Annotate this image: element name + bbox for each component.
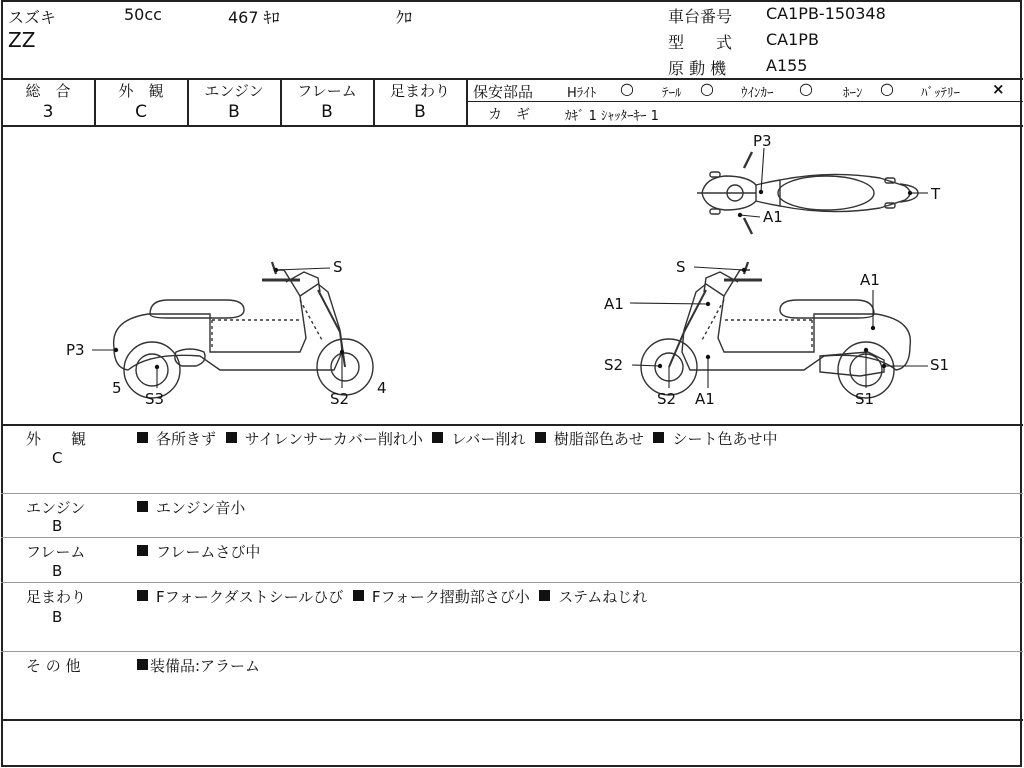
bullet-icon (137, 590, 148, 601)
color: ｸﾛ (396, 8, 413, 27)
label-top-p3: P3 (753, 132, 772, 150)
label-left-s: S (333, 258, 343, 276)
bullet-icon (137, 501, 148, 512)
label-top-a1: A1 (763, 208, 783, 226)
frame-grade: B (321, 102, 333, 122)
scooter-left-view (114, 262, 373, 398)
engine-grade: B (228, 102, 240, 122)
note-engine-items: エンジン音小 (137, 497, 245, 518)
bullet-icon (137, 545, 148, 556)
bullet-icon (137, 659, 148, 670)
battery-label: ﾊﾞｯﾃﾘｰ (921, 86, 960, 101)
label-left-s2: S2 (330, 390, 350, 408)
scooter-top-view (697, 152, 918, 234)
divider (1, 537, 1023, 538)
battery-status: × (992, 80, 1005, 98)
engine-value: A155 (766, 56, 808, 75)
damage-points (114, 190, 912, 369)
engine-grade-label: エンジン (204, 82, 264, 100)
engine-label: 原 動 機 (668, 59, 727, 78)
bullet-icon (432, 432, 443, 443)
taillight-status: ○ (700, 79, 714, 98)
bullet-icon (539, 590, 550, 601)
maker: スズキ (8, 8, 57, 27)
frame-no: CA1PB-150348 (766, 4, 886, 23)
bullet-icon (653, 432, 664, 443)
exterior-grade: C (135, 102, 147, 122)
label-left-p3: P3 (66, 341, 85, 359)
divider (1, 582, 1023, 583)
label-top-t: T (931, 185, 941, 203)
frame-grade-label: フレーム (297, 82, 357, 100)
bullet-icon (137, 432, 148, 443)
bullet-icon (353, 590, 364, 601)
note-exterior-grade: C (52, 449, 63, 467)
label-right-a1-rear: A1 (860, 271, 880, 289)
note-engine-grade: B (52, 517, 63, 535)
note-frame-grade: B (52, 562, 63, 580)
note-exterior-label: 外 観 (26, 430, 87, 448)
suspension-grade-label: 足まわり (389, 82, 450, 100)
taillight-label: ﾃｰﾙ (662, 86, 682, 101)
damage-diagram (0, 126, 1024, 424)
divider (466, 78, 468, 126)
winker-status: ○ (799, 79, 813, 98)
type-label: 型 式 (668, 33, 733, 52)
model-name: ZZ (8, 28, 36, 52)
headlight-label: Hﾗｲﾄ (567, 86, 597, 101)
note-suspension-label: 足まわり (26, 588, 87, 606)
overall-grade: 3 (42, 102, 54, 122)
key-label: カ ギ (488, 107, 530, 123)
note-suspension-items: Fフォークダストシールひび Fフォーク摺動部さび小 ステムねじれ (137, 586, 647, 607)
horn-status: ○ (880, 79, 894, 98)
label-right-s2-front: S2 (604, 356, 624, 374)
note-frame-label: フレーム (26, 543, 86, 561)
label-right-a1-bottom: A1 (695, 390, 715, 408)
note-suspension-grade: B (52, 608, 63, 626)
frame-no-label: 車台番号 (668, 7, 733, 26)
divider (1, 719, 1023, 721)
divider (1, 493, 1023, 494)
winker-label: ｳｲﾝｶｰ (741, 86, 774, 101)
label-right-s: S (676, 258, 686, 276)
divider (1, 651, 1023, 652)
label-left-4: 4 (377, 379, 387, 397)
note-frame-items: フレームさび中 (137, 541, 260, 562)
suspension-grade: B (414, 102, 426, 122)
horn-label: ﾎｰﾝ (843, 86, 863, 101)
divider (467, 101, 1023, 102)
type-value: CA1PB (766, 30, 819, 49)
bullet-icon (535, 432, 546, 443)
label-left-5: 5 (112, 379, 122, 397)
key-value: ｶｷﾞ 1 ｼｬｯﾀｰｷｰ 1 (565, 109, 659, 124)
label-right-a1-upper: A1 (604, 295, 624, 313)
note-other-label: そ の 他 (26, 657, 81, 675)
safety-label: 保安部品 (473, 83, 534, 101)
mileage: 467 ｷﾛ (228, 8, 280, 27)
overall-label: 総 合 (25, 82, 71, 100)
label-left-s3: S3 (145, 390, 165, 408)
bullet-icon (226, 432, 237, 443)
label-right-s1-right: S1 (930, 356, 950, 374)
label-right-s1-bottom: S1 (855, 390, 875, 408)
label-right-s2-bottom: S2 (657, 390, 677, 408)
exterior-label: 外 観 (118, 82, 164, 100)
note-exterior-items: 各所きず サイレンサーカバー削れ小 レバー削れ 樹脂部色あせ シート色あせ中 (137, 428, 777, 449)
divider (1, 424, 1023, 426)
displacement: 50cc (124, 5, 162, 24)
note-other-items: 装備品:アラーム (137, 655, 260, 676)
note-engine-label: エンジン (26, 499, 86, 517)
headlight-status: ○ (620, 79, 634, 98)
